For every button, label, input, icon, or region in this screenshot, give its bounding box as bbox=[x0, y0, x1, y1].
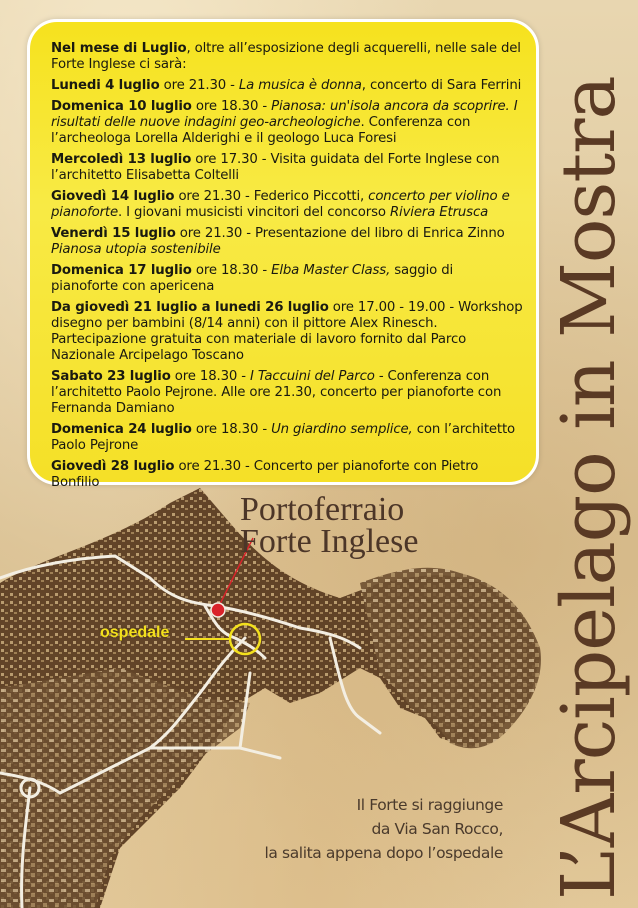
event-title: Un giardino semplice, bbox=[271, 422, 413, 437]
directions-line: Il Forte si raggiunge bbox=[356, 796, 503, 814]
event-desc: , concerto di Sara Ferrini bbox=[361, 78, 522, 93]
event-date: Giovedì 28 luglio bbox=[51, 459, 175, 474]
event-item bbox=[51, 263, 524, 295]
event-desc: . I giovani musicisti vincitori del concorso bbox=[118, 205, 390, 220]
event-time: ore 21.30 - bbox=[174, 459, 254, 474]
event-date: Domenica 24 luglio bbox=[51, 422, 192, 437]
location-venue: Forte Inglese bbox=[240, 523, 419, 560]
event-desc: Workshop disegno per bambini (8/14 anni) con il pittore Alex Rinesch. Partecipazione gratuita con materiale di lavoro fornito dal Parco Nazionale Arcipelago Toscano bbox=[51, 300, 523, 363]
intro-bold: Nel mese di Luglio bbox=[51, 41, 187, 56]
event-date: Mercoledì 13 luglio bbox=[51, 152, 192, 167]
event-date: Domenica 10 luglio bbox=[51, 99, 192, 114]
directions-line: la salita appena dopo l’ospedale bbox=[264, 844, 503, 862]
event-item bbox=[51, 78, 524, 94]
event-desc: saggio di pianoforte con apericena bbox=[51, 263, 454, 294]
event-time: ore 18.30 - bbox=[191, 263, 272, 278]
event-date: Sabato 23 luglio bbox=[51, 369, 171, 384]
event-time: ore 17.00 - 19.00 - bbox=[328, 300, 459, 315]
event-date: Giovedì 14 luglio bbox=[51, 189, 175, 204]
event-time: ore 18.30 - bbox=[191, 422, 272, 437]
directions-text bbox=[265, 793, 504, 865]
event-date: Venerdì 15 luglio bbox=[51, 226, 176, 241]
event-item bbox=[51, 300, 524, 364]
event-item bbox=[51, 422, 524, 454]
event-title: I Taccuini del Parco bbox=[250, 369, 375, 384]
forte-inglese-marker bbox=[211, 603, 225, 617]
event-desc: . Conferenza con l’archeologa Lorella Alderighi e il geologo Luca Foresi bbox=[51, 115, 471, 146]
event-item bbox=[51, 226, 524, 258]
location-city: Portoferraio bbox=[240, 491, 405, 528]
event-time: ore 21.30 - bbox=[174, 189, 254, 204]
event-date: Domenica 17 luglio bbox=[51, 263, 192, 278]
event-title: La musica è donna bbox=[238, 78, 362, 93]
event-time: ore 21.30 - bbox=[175, 226, 256, 241]
event-desc: con l’architetto Paolo Pejrone bbox=[51, 422, 516, 453]
event-contest: Riviera Etrusca bbox=[389, 205, 489, 220]
event-date: Lunedi 4 luglio bbox=[51, 78, 160, 93]
event-time: ore 18.30 - bbox=[170, 369, 250, 384]
event-desc: Visita guidata del Forte Inglese con l’architetto Elisabetta Coltelli bbox=[51, 152, 500, 183]
location-heading bbox=[240, 491, 419, 560]
event-item bbox=[51, 99, 524, 147]
event-item bbox=[51, 152, 524, 184]
event-desc: Presentazione del libro di Enrica Zinno bbox=[255, 226, 505, 241]
event-title: Elba Master Class, bbox=[271, 263, 391, 278]
event-performer: Federico Piccotti, bbox=[253, 189, 369, 204]
intro-text bbox=[51, 41, 524, 73]
event-item bbox=[51, 459, 524, 491]
event-time: ore 17.30 - bbox=[191, 152, 271, 167]
event-date: Da giovedì 21 luglio a lunedi 26 luglio bbox=[51, 300, 329, 315]
event-desc: - Conferenza con l’architetto Paolo Pejrone. Alle ore 21.30, concerto per pianoforte con Fernanda Damiano bbox=[51, 369, 502, 416]
page-title: L’Arcipelago in Mostra bbox=[546, 76, 632, 900]
event-time: ore 21.30 - bbox=[159, 78, 239, 93]
event-time: ore 18.30 - bbox=[191, 99, 272, 114]
hospital-label: ospedale bbox=[100, 624, 170, 641]
event-item bbox=[51, 189, 524, 221]
event-desc: Concerto per pianoforte con Pietro Bonfilio bbox=[51, 459, 479, 490]
directions-line: da Via San Rocco, bbox=[371, 820, 503, 838]
event-title: Pianosa: un'isola ancora da scoprire. I risultati delle nuove indagini geo-archeologiche bbox=[51, 99, 518, 130]
event-title: concerto per violino e pianoforte bbox=[51, 189, 510, 220]
events-panel bbox=[27, 19, 539, 490]
intro-body: , oltre all’esposizione degli acquerelli, nelle sale del Forte Inglese ci sarà: bbox=[51, 41, 521, 72]
event-item bbox=[51, 369, 524, 417]
event-title: Pianosa utopia sostenibile bbox=[51, 242, 221, 257]
